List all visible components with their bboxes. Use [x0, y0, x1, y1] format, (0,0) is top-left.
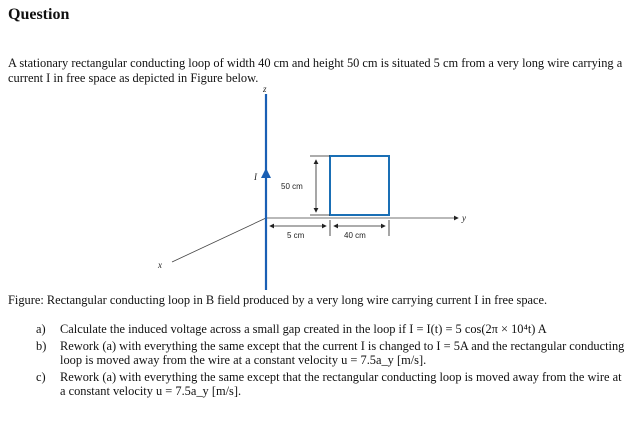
problem-statement: A stationary rectangular conducting loop of width 40 cm and height 50 cm is situated 5 cm from a very long wire carrying a current I in free space as depicted in Figure below. [8, 56, 623, 85]
question-text: Calculate the induced voltage across a small gap created in the loop if I = I(t) = 5 cos(2π × 10⁴t) A [60, 322, 547, 336]
conducting-loop [330, 156, 389, 215]
question-item [36, 339, 626, 368]
z-axis-label: z [263, 84, 267, 94]
question-item [36, 370, 626, 399]
height-label: 50 cm [281, 182, 303, 191]
question-marker: b) [36, 338, 47, 353]
figure-caption: Figure: Rectangular conducting loop in B field produced by a very long wire carrying current I in free space. [8, 293, 548, 307]
x-axis [172, 218, 266, 262]
gap-label: 5 cm [287, 231, 305, 240]
question-heading: Question [8, 6, 70, 23]
question-list [36, 322, 626, 401]
question-marker: a) [36, 322, 46, 336]
question-text: Rework (a) with everything the same except that the current I is changed to I = 5A and the rectangular conducting loop is moved away from the wire at a constant velocity u = 7.5a_y [m/s]. [60, 338, 625, 367]
loop-wire-figure [140, 84, 500, 294]
question-text: Rework (a) with everything the same except that the rectangular conducting loop is moved away from the wire at a constant velocity u = 7.5a_y [m/s]. [60, 369, 622, 398]
question-item [36, 322, 626, 337]
width-label: 40 cm [344, 231, 366, 240]
y-axis-label: y [462, 213, 466, 223]
current-arrow-icon [261, 168, 271, 178]
current-label: I [254, 172, 257, 182]
question-marker: c) [36, 369, 46, 384]
x-axis-label: x [158, 260, 162, 270]
